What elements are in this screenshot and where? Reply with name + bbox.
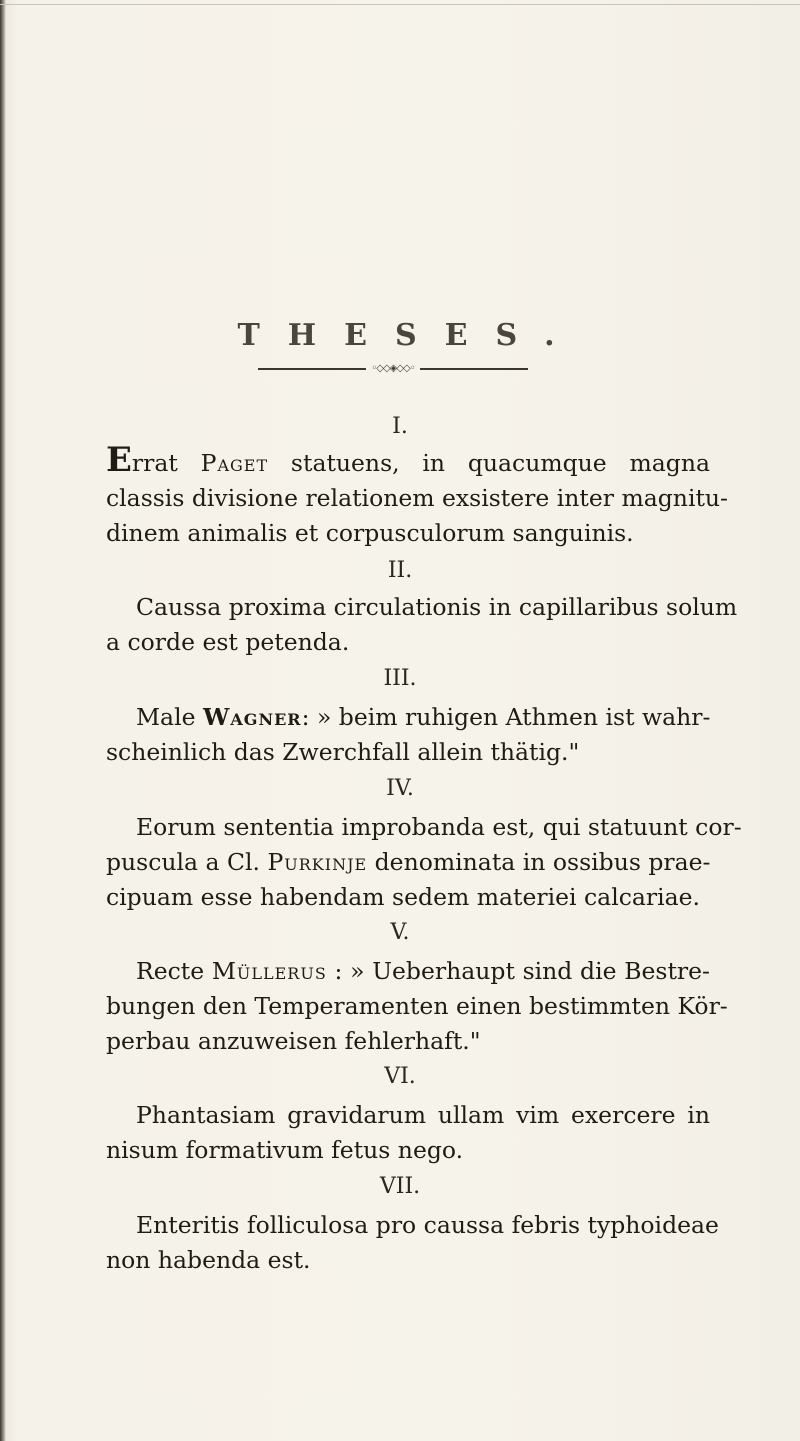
ornament-line-left xyxy=(258,368,366,370)
thesis-6-line-2: nisum formativum fetus nego. xyxy=(106,1136,464,1164)
ornament-line-right xyxy=(420,368,528,370)
thesis-7 xyxy=(106,1208,719,1278)
thesis-4-line-2 xyxy=(106,845,710,880)
thesis-5-line-1 xyxy=(106,954,710,989)
thesis-numeral-4: IV. xyxy=(386,776,414,801)
thesis-numeral-6: VI. xyxy=(384,1064,416,1089)
author-paget: Paget xyxy=(200,449,269,477)
thesis-3-line-2: scheinlich das Zwerchfall allein thätig." xyxy=(106,738,580,766)
thesis-3-text: : » beim ruhigen Athmen ist wahr- xyxy=(301,703,711,731)
drop-cap: E xyxy=(106,440,132,480)
thesis-4-line-3: cipuam esse habendam sedem materiei calcariae. xyxy=(106,883,701,911)
thesis-1-line-3: dinem animalis et corpusculorum sanguinis. xyxy=(106,519,634,547)
thesis-5 xyxy=(106,954,728,1059)
thesis-5-line-3: perbau anzuweisen fehlerhaft." xyxy=(106,1027,481,1055)
author-purkinje: Purkinje xyxy=(267,848,368,876)
thesis-4-text: puscula a Cl. xyxy=(106,848,268,876)
thesis-2-line-2: a corde est petenda. xyxy=(106,628,350,656)
thesis-6-line-1: Phantasiam gravidarum ullam vim exercere in xyxy=(136,1101,710,1129)
thesis-1-line-2: classis divisione relationem exsistere inter magnitu- xyxy=(106,484,728,512)
thesis-3-text: Male xyxy=(136,703,203,731)
ornament-divider xyxy=(258,364,528,374)
author-mullerus: Müllerus xyxy=(211,957,327,985)
thesis-1-line-1 xyxy=(106,440,710,481)
thesis-2 xyxy=(106,590,738,660)
thesis-4 xyxy=(106,810,742,915)
thesis-4-text: denominata in ossibus prae- xyxy=(367,848,711,876)
thesis-5-line-2: bungen den Temperamenten einen bestimmten Kör- xyxy=(106,992,728,1020)
thesis-numeral-7: VII. xyxy=(379,1174,421,1199)
thesis-numeral-1: I. xyxy=(392,414,408,439)
thesis-5-text: : » Ueberhaupt sind die Bestre- xyxy=(326,957,710,985)
thesis-7-line-2: non habenda est. xyxy=(106,1246,311,1274)
ornament-knot-icon: ◦◇◇◈◇◇◦ xyxy=(371,363,415,374)
page-edge xyxy=(0,0,6,1441)
thesis-6 xyxy=(106,1098,710,1168)
author-wagner: Wagner xyxy=(202,703,302,731)
thesis-numeral-2: II. xyxy=(387,558,413,583)
thesis-3-line-1 xyxy=(106,700,710,735)
thesis-5-text: Recte xyxy=(136,957,212,985)
thesis-1-text: statuens, in quacumque magna xyxy=(268,449,710,477)
thesis-1-text: rrat xyxy=(131,449,201,477)
thesis-numeral-3: III. xyxy=(383,666,417,691)
page-top-edge xyxy=(0,4,800,5)
page-heading: THESES. xyxy=(237,318,583,353)
thesis-3 xyxy=(106,700,710,770)
thesis-1 xyxy=(106,440,728,551)
thesis-2-line-1: Caussa proxima circulationis in capillaribus solum xyxy=(136,593,738,621)
thesis-4-line-1: Eorum sententia improbanda est, qui statuunt cor- xyxy=(136,813,742,841)
thesis-numeral-5: V. xyxy=(390,920,410,945)
thesis-7-line-1: Enteritis folliculosa pro caussa febris typhoideae xyxy=(136,1211,719,1239)
